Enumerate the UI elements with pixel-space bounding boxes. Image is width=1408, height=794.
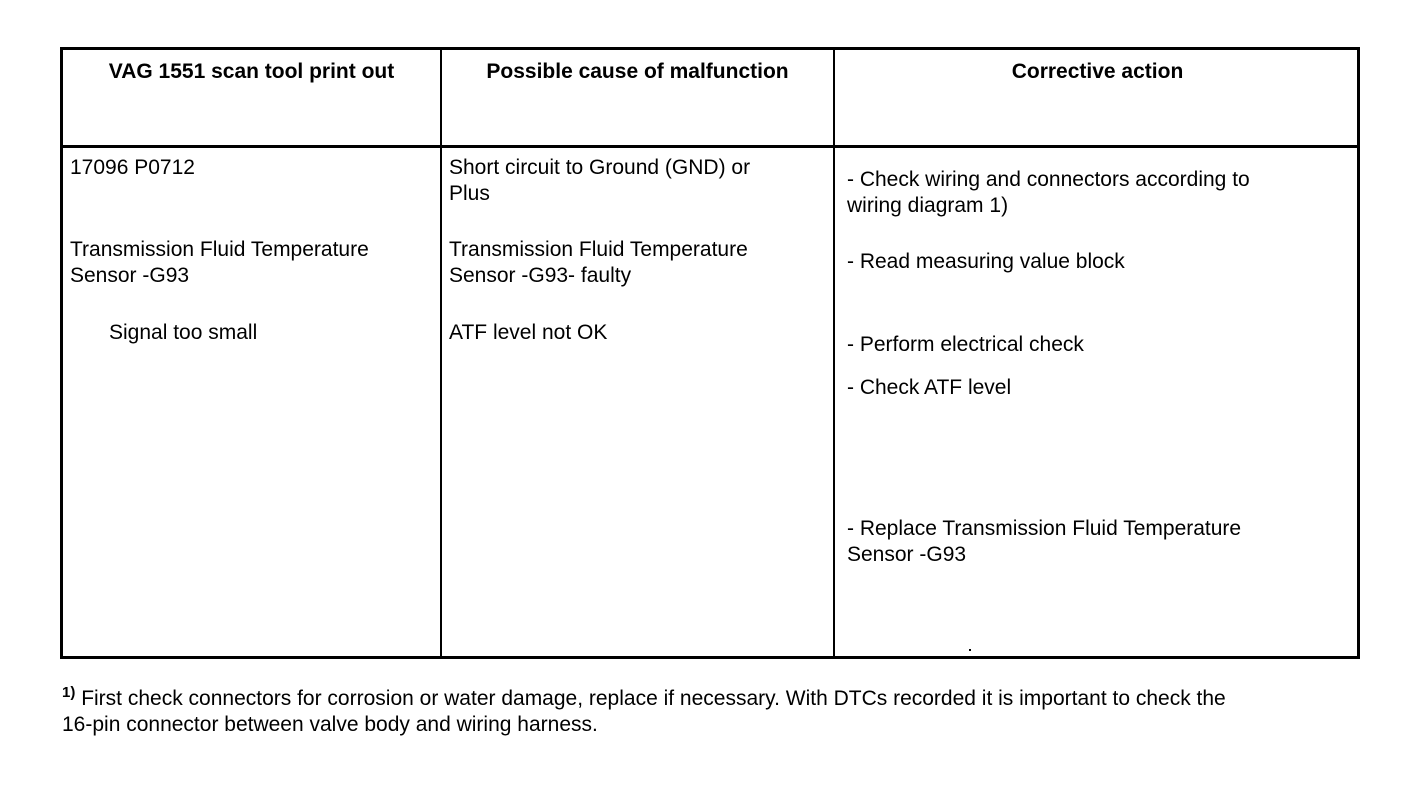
component-name — [70, 237, 369, 289]
footnote-marker: 1) — [62, 684, 76, 701]
component-name-line2: Sensor -G93 — [70, 264, 190, 287]
column-divider-2 — [833, 50, 835, 656]
action-line2: Sensor -G93 — [847, 543, 967, 566]
header-printout: VAG 1551 scan tool print out — [108, 60, 395, 83]
action-line1: - Check ATF level — [847, 376, 1012, 399]
header-action: Corrective action — [1011, 60, 1184, 83]
dtc-table — [60, 47, 1360, 659]
action-item — [847, 249, 1125, 275]
action-line1: - Check wiring and connectors according to — [847, 168, 1250, 191]
footnote-text-1: First check connectors for corrosion or water damage, replace if necessary. With DTCs recorded it is important to check the — [81, 687, 1226, 710]
action-item — [847, 332, 1084, 358]
action-line1: - Read measuring value block — [847, 250, 1125, 273]
header-divider — [63, 145, 1357, 148]
footnote-line2: 16-pin connector between valve body and wiring harness. — [62, 713, 598, 736]
fault-condition: Signal too small — [109, 321, 258, 344]
action-line2: wiring diagram 1) — [847, 194, 1009, 217]
cause-item — [449, 237, 748, 289]
cause-item — [449, 320, 607, 346]
action-item — [847, 375, 1011, 401]
cause-item — [449, 155, 750, 207]
cause-line1: Transmission Fluid Temperature — [449, 238, 748, 261]
cause-line1: ATF level not OK — [449, 321, 608, 344]
column-divider-1 — [440, 50, 442, 656]
action-line1: - Replace Transmission Fluid Temperature — [847, 517, 1242, 540]
header-cause: Possible cause of malfunction — [486, 60, 789, 83]
action-item — [847, 167, 1250, 219]
action-line1: - Perform electrical check — [847, 333, 1084, 356]
cause-line2: Plus — [449, 182, 490, 205]
stray-dot — [969, 649, 971, 651]
footnote — [62, 686, 1372, 738]
component-name-line1: Transmission Fluid Temperature — [70, 238, 369, 261]
fault-code: 17096 P0712 — [70, 156, 195, 179]
action-item — [847, 516, 1241, 568]
cause-line2: Sensor -G93- faulty — [449, 264, 632, 287]
footnote-line1 — [62, 686, 1372, 712]
cause-line1: Short circuit to Ground (GND) or — [449, 156, 751, 179]
